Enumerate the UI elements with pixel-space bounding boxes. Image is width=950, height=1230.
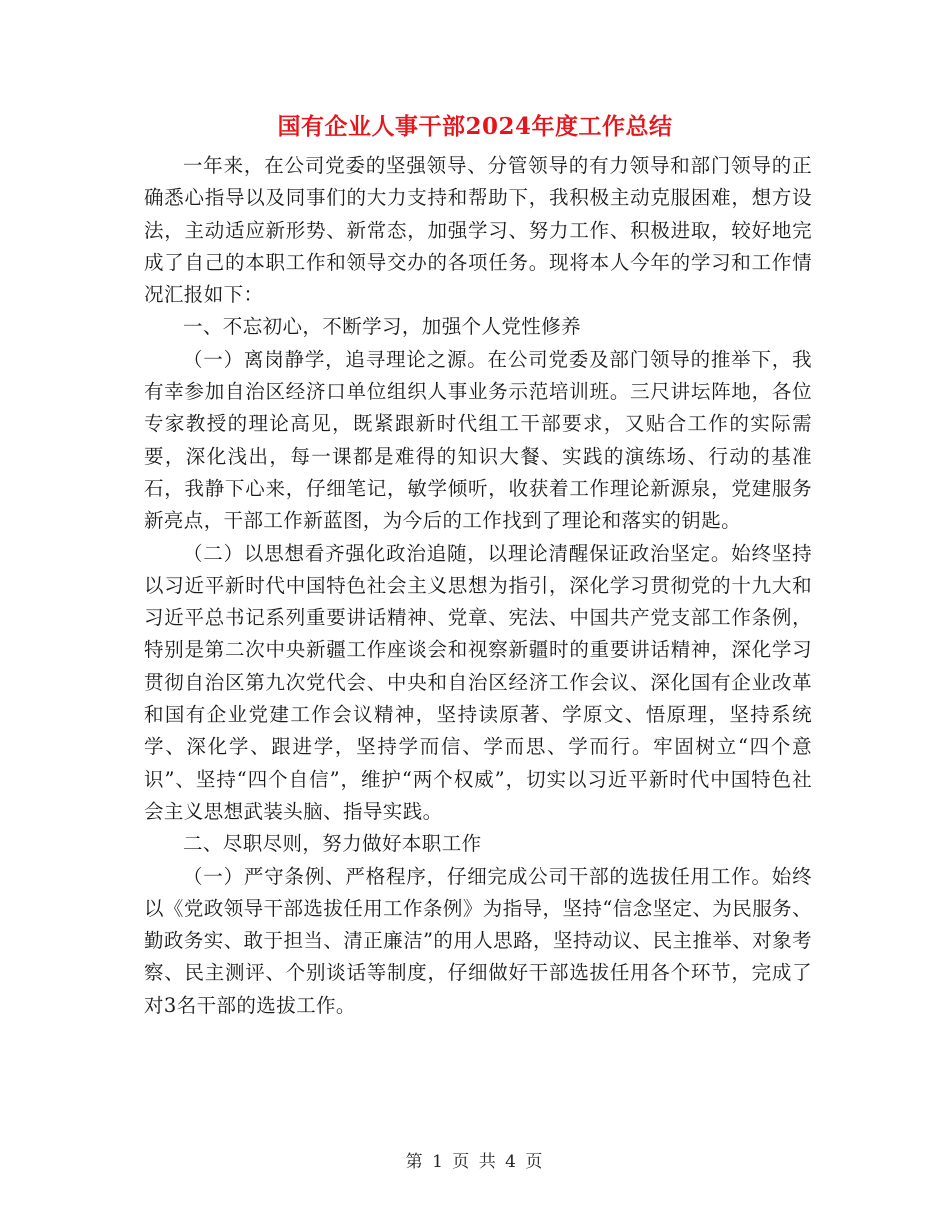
section-heading-1: 一、不忘初心，不断学习，加强个人党性修养: [183, 315, 582, 339]
document-body: [144, 150, 812, 1022]
body-paragraph: （二）以思想看齐强化政治追随，以理论清醒保证政治坚定。始终坚持以习近平新时代中国特色社会主义思想为指引，深化学习贯彻党的十九大和习近平总书记系列重要讲话精神、党章、宪法、中国共产党支部工作条例，特别是第二次中央新疆工作座谈会和视察新疆时的重要讲话精神，深化学习贯彻自治区第九次党代会、中央和自治区经济工作会议、深化国有企业改革和国有企业党建工作会议精神，坚持读原著、学原文、悟原理，坚持系统学、深化学、跟进学，坚持学而信、学而思、学而行。牢固树立“四个意识”、坚持“四个自信”，维护“两个权威”，切实以习近平新时代中国特色社会主义思想武装头脑、指导实践。: [144, 541, 812, 823]
section-heading-2: 二、尽职尽则，努力做好本职工作: [183, 832, 482, 856]
body-paragraph: （一）离岗静学，追寻理论之源。在公司党委及部门领导的推举下，我有幸参加自治区经济口单位组织人事业务示范培训班。三尺讲坛阵地，各位专家教授的理论高见，既紧跟新时代组工干部要求，又贴合工作的实际需要，深化浅出，每一课都是难得的知识大餐、实践的演练场、行动的基准石，我静下心来，仔细笔记，敏学倾听，收获着工作理论新源泉，党建服务新亮点，干部工作新蓝图，为今后的工作找到了理论和落实的钥匙。: [144, 347, 812, 533]
document-title: 国有企业人事干部2024年度工作总结: [277, 113, 673, 140]
intro-paragraph: 一年来，在公司党委的坚强领导、分管领导的有力领导和部门领导的正确悉心指导以及同事们的大力支持和帮助下，我积极主动克服困难，想方设法，主动适应新形势、新常态，加强学习、努力工作、积极进取，较好地完成了自己的本职工作和领导交办的各项任务。现将本人今年的学习和工作情况汇报如下：: [144, 154, 812, 307]
page-number-footer: 第 1 页 共 4 页: [405, 1152, 545, 1172]
body-paragraph: （一）严守条例、严格程序，仔细完成公司干部的选拔任用工作。始终以《党政领导干部选拔任用工作条例》为指导，坚持“信念坚定、为民服务、勤政务实、敢于担当、清正廉洁”的用人思路，坚持动议、民主推举、对象考察、民主测评、个别谈话等制度，仔细做好干部选拔任用各个环节，完成了对3名干部的选拔工作。: [144, 864, 812, 1017]
